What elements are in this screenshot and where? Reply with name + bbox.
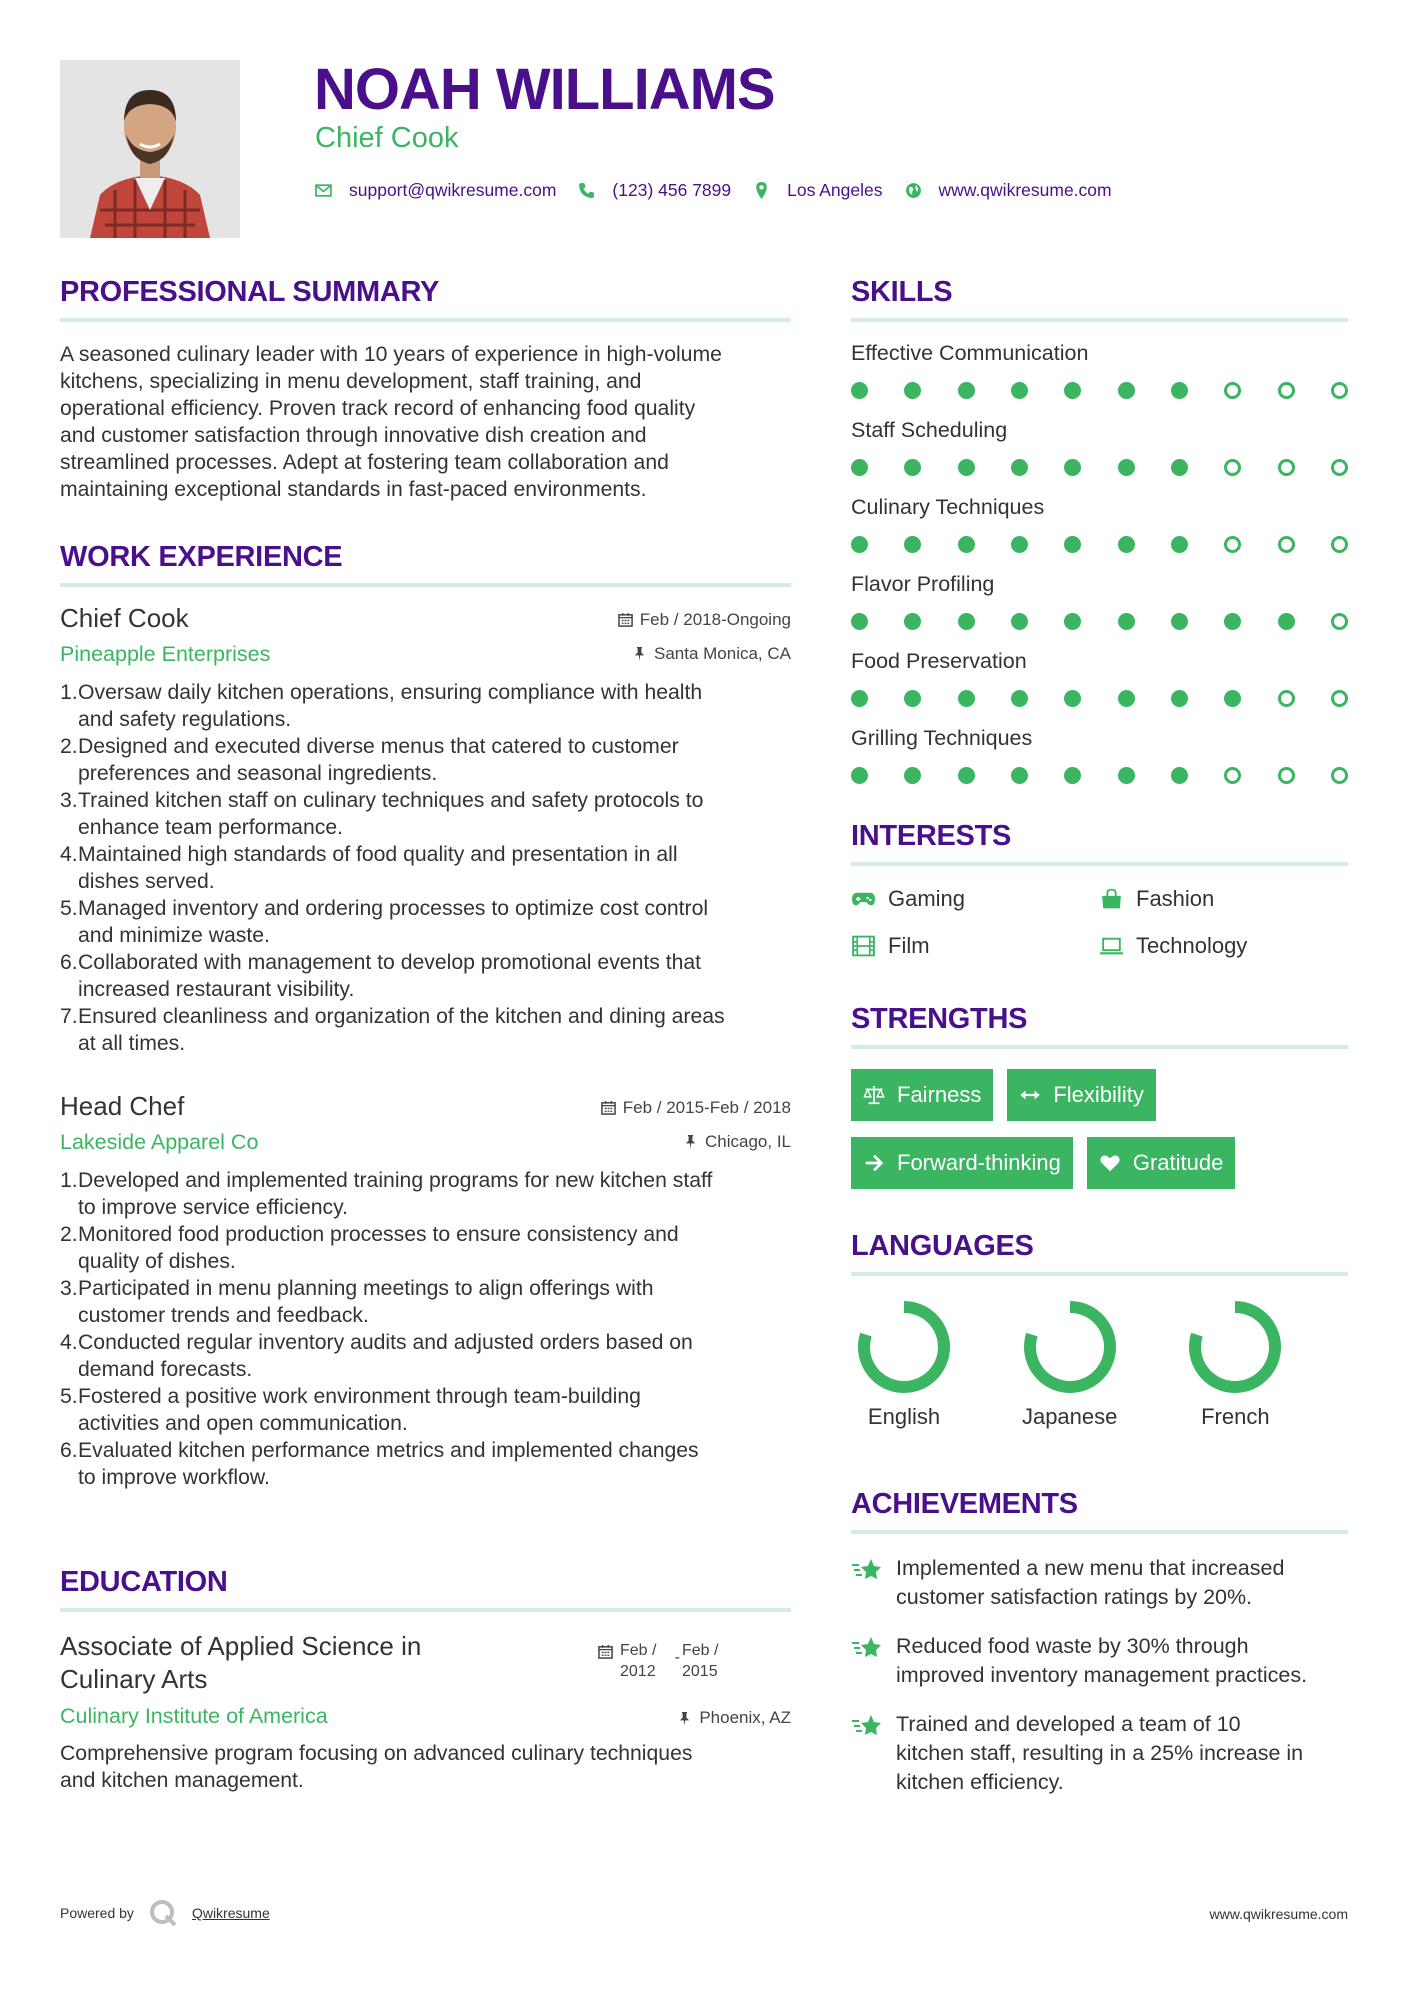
rating-dot-filled — [1118, 613, 1135, 630]
rating-dot-filled — [1118, 690, 1135, 707]
language-name: Japanese — [1021, 1404, 1118, 1429]
strength-label: Forward-thinking — [897, 1150, 1061, 1175]
bullet-line: customer trends and feedback. — [78, 1304, 369, 1327]
skill-item — [851, 341, 1348, 399]
contact-phone-text: (123) 456 7899 — [612, 179, 732, 200]
skill-name: Flavor Profiling — [851, 572, 995, 596]
rating-dot-filled — [851, 459, 868, 476]
rating-dot-filled — [1118, 382, 1135, 399]
rating-dot-empty — [1331, 382, 1348, 399]
skill-name: Culinary Techniques — [851, 495, 1045, 519]
bullet-number: 3. — [60, 1277, 78, 1300]
skill-name: Food Preservation — [851, 649, 1027, 673]
section-title: SKILLS — [851, 276, 1348, 322]
shooting-star-icon — [851, 1634, 883, 1662]
phone-icon — [578, 182, 595, 199]
rating-dot-empty — [1331, 690, 1348, 707]
skill-rating — [851, 690, 1348, 707]
rating-dot-filled — [1171, 690, 1188, 707]
rating-dot-filled — [1011, 767, 1028, 784]
rating-dot-empty — [1278, 536, 1295, 553]
description-line: Comprehensive program focusing on advanced culinary techniques — [60, 1742, 693, 1765]
proficiency-arc — [864, 1307, 944, 1387]
rating-dot-filled — [1011, 536, 1028, 553]
rating-dot-empty — [1224, 536, 1241, 553]
bullet-line: Managed inventory and ordering processes to optimize cost control — [78, 897, 709, 920]
bullet-line: and minimize waste. — [78, 924, 270, 947]
interest-item — [851, 886, 1099, 911]
rating-dot-filled — [1011, 690, 1028, 707]
achievement-text — [896, 1554, 1284, 1612]
pushpin-icon — [683, 1134, 698, 1149]
achievement-line: Implemented a new menu that increased — [896, 1556, 1285, 1580]
achievement-line: customer satisfaction ratings by 20%. — [896, 1585, 1253, 1609]
job-location-text: Chicago, IL — [705, 1131, 791, 1151]
description-line: and kitchen management. — [60, 1769, 304, 1792]
bullet-line: to improve service efficiency. — [78, 1196, 349, 1219]
calendar-icon — [618, 612, 633, 627]
list-item — [60, 1437, 791, 1491]
skill-item — [851, 649, 1348, 707]
map-pin-icon — [753, 182, 770, 199]
bullet-number: 5. — [60, 1385, 78, 1408]
rating-dot-empty — [1224, 767, 1241, 784]
rating-dot-filled — [1064, 382, 1081, 399]
rating-dot-empty — [1331, 459, 1348, 476]
work-experience-section — [60, 541, 791, 1491]
candidate-name: NOAH WILLIAMS — [314, 57, 775, 122]
envelope-icon — [315, 182, 332, 199]
skills-list — [851, 341, 1348, 784]
strength-label: Gratitude — [1132, 1150, 1224, 1175]
skill-name: Grilling Techniques — [851, 726, 1033, 750]
job-company: Lakeside Apparel Co — [60, 1130, 259, 1154]
school-name: Culinary Institute of America — [60, 1704, 328, 1728]
strength-chip — [1087, 1137, 1236, 1189]
education-location-text: Phoenix, AZ — [699, 1708, 791, 1727]
rating-dot-empty — [1278, 767, 1295, 784]
bullet-line: quality of dishes. — [78, 1250, 236, 1273]
interests-section — [851, 820, 1348, 958]
rating-dot-empty — [1278, 690, 1295, 707]
strength-chip — [851, 1069, 993, 1121]
section-title: INTERESTS — [851, 820, 1348, 866]
list-item — [60, 841, 791, 895]
language-proficiency-ring — [1188, 1300, 1282, 1394]
section-title: LANGUAGES — [851, 1230, 1348, 1276]
section-title: ACHIEVEMENTS — [851, 1488, 1348, 1534]
summary-line: and customer satisfaction through innovative dish creation and — [60, 424, 647, 447]
gamepad-icon — [851, 888, 876, 910]
job-location — [632, 644, 791, 664]
shopping-bag-icon — [1099, 888, 1124, 910]
proficiency-arc — [1195, 1307, 1275, 1387]
skill-rating — [851, 459, 1348, 476]
rating-dot-filled — [1224, 613, 1241, 630]
rating-dot-empty — [1224, 459, 1241, 476]
bullet-line: increased restaurant visibility. — [78, 978, 355, 1001]
job-dates-text: Feb / 2015-Feb / 2018 — [622, 1097, 791, 1117]
pushpin-icon — [677, 1711, 692, 1726]
bullet-number: 4. — [60, 1331, 78, 1354]
list-item — [60, 679, 791, 733]
education-end — [682, 1640, 730, 1682]
pushpin-icon — [632, 646, 647, 661]
rating-dot-filled — [1064, 690, 1081, 707]
bullet-line: Developed and implemented training programs for new kitchen staff — [78, 1169, 713, 1192]
bullet-line: Conducted regular inventory audits and adjusted orders based on — [78, 1331, 693, 1354]
qwikresume-logo-icon — [148, 1898, 178, 1928]
job-location-text: Santa Monica, CA — [653, 643, 791, 663]
interests-grid — [851, 886, 1348, 958]
strength-label: Fairness — [897, 1082, 982, 1107]
bullet-line: Evaluated kitchen performance metrics and implemented changes — [78, 1439, 699, 1462]
contact-email-text: support@qwikresume.com — [349, 179, 557, 200]
skill-item — [851, 418, 1348, 476]
bullet-line: Participated in menu planning meetings to align offerings with — [78, 1277, 654, 1300]
rating-dot-filled — [904, 459, 921, 476]
achievement-line: kitchen efficiency. — [896, 1770, 1064, 1794]
strength-label: Flexibility — [1053, 1082, 1144, 1107]
interest-label: Fashion — [1136, 885, 1215, 911]
rating-dot-filled — [1011, 382, 1028, 399]
profile-photo — [60, 60, 240, 238]
contact-location-text: Los Angeles — [787, 179, 883, 200]
summary-line: streamlined processes. Adept at fostering team collaboration and — [60, 451, 669, 474]
bullet-line: at all times. — [78, 1032, 186, 1055]
bullet-line: Monitored food production processes to ensure consistency and — [78, 1223, 679, 1246]
shooting-star-icon — [851, 1556, 883, 1584]
contact-website[interactable] — [905, 180, 1112, 201]
education-entry — [60, 1630, 791, 1790]
achievement-item — [851, 1710, 1348, 1797]
education-dates — [598, 1640, 730, 1682]
summary-line: operational efficiency. Proven track record of enhancing food quality — [60, 397, 696, 420]
rating-dot-filled — [1118, 459, 1135, 476]
job-company: Pineapple Enterprises — [60, 642, 271, 666]
bullet-line: Designed and executed diverse menus that catered to customer — [78, 735, 679, 758]
bullet-line: Collaborated with management to develop promotional events that — [78, 951, 702, 974]
strength-chip — [1007, 1069, 1155, 1121]
language-item — [1182, 1300, 1348, 1430]
rating-dot-filled — [851, 382, 868, 399]
bullet-number: 5. — [60, 897, 78, 920]
bullet-line: and safety regulations. — [78, 708, 292, 731]
achievements-section — [851, 1488, 1348, 1797]
achievement-text — [896, 1632, 1307, 1690]
skill-rating — [851, 382, 1348, 399]
rating-dot-filled — [958, 382, 975, 399]
rating-dot-filled — [904, 613, 921, 630]
date-part: 2012 — [620, 1663, 656, 1680]
job-location — [683, 1132, 791, 1152]
strengths-list — [851, 1069, 1348, 1205]
brand-link[interactable]: Qwikresume — [191, 1905, 270, 1921]
bullet-number: 2. — [60, 1223, 78, 1246]
rating-dot-filled — [1171, 767, 1188, 784]
skill-name: Effective Communication — [851, 341, 1089, 365]
footer-powered-by — [60, 1898, 270, 1928]
rating-dot-filled — [1171, 536, 1188, 553]
skill-item — [851, 495, 1348, 553]
interest-label: Film — [888, 932, 930, 958]
list-item — [60, 949, 791, 1003]
laptop-icon — [1099, 935, 1124, 957]
contact-phone[interactable] — [578, 180, 731, 201]
list-item — [60, 1003, 791, 1057]
job-entry — [60, 1091, 791, 1491]
language-item — [851, 1300, 1017, 1430]
job-bullets — [60, 1167, 791, 1491]
rating-dot-empty — [1331, 767, 1348, 784]
rating-dot-filled — [1118, 767, 1135, 784]
rating-dot-filled — [1171, 613, 1188, 630]
rating-dot-filled — [958, 767, 975, 784]
list-item — [60, 1167, 791, 1221]
language-name: French — [1201, 1404, 1270, 1429]
achievement-item — [851, 1632, 1348, 1690]
bullet-line: Oversaw daily kitchen operations, ensuring compliance with health — [78, 681, 703, 704]
degree-line: Culinary Arts — [60, 1664, 208, 1694]
section-title: EDUCATION — [60, 1566, 791, 1612]
education-description — [60, 1740, 692, 1794]
education-location — [677, 1708, 791, 1728]
rating-dot-filled — [1064, 536, 1081, 553]
rating-dot-filled — [851, 536, 868, 553]
list-item — [60, 1383, 791, 1437]
rating-dot-filled — [904, 690, 921, 707]
date-part: 2015 — [682, 1663, 718, 1680]
strength-chip — [851, 1137, 1073, 1189]
list-item — [60, 895, 791, 949]
list-item — [60, 733, 791, 787]
achievement-line: Trained and developed a team of 10 — [896, 1712, 1241, 1736]
bullet-line: Ensured cleanliness and organization of the kitchen and dining areas — [78, 1005, 725, 1028]
bullet-line: enhance team performance. — [78, 816, 343, 839]
list-item — [60, 1329, 791, 1383]
globe-icon — [905, 182, 922, 199]
footer-website[interactable]: www.qwikresume.com — [1209, 1906, 1348, 1922]
rating-dot-filled — [1011, 613, 1028, 630]
bullet-line: dishes served. — [78, 870, 215, 893]
interest-item — [851, 933, 1099, 958]
summary-line: maintaining exceptional standards in fast-paced environments. — [60, 478, 647, 501]
rating-dot-filled — [958, 613, 975, 630]
language-proficiency-ring — [1023, 1300, 1117, 1394]
contact-bar — [315, 178, 1134, 202]
rating-dot-filled — [958, 536, 975, 553]
date-part: Feb / — [682, 1642, 719, 1659]
language-item — [1017, 1300, 1183, 1430]
bullet-number: 6. — [60, 951, 78, 974]
interest-label: Technology — [1136, 932, 1248, 958]
rating-dot-empty — [1331, 536, 1348, 553]
contact-website-text: www.qwikresume.com — [938, 179, 1112, 200]
rating-dot-empty — [1278, 382, 1295, 399]
section-title: PROFESSIONAL SUMMARY — [60, 276, 791, 322]
bullet-line: demand forecasts. — [78, 1358, 253, 1381]
bullet-number: 2. — [60, 735, 78, 758]
rating-dot-filled — [1064, 767, 1081, 784]
bullet-number: 3. — [60, 789, 78, 812]
skill-rating — [851, 613, 1348, 630]
rating-dot-filled — [1118, 536, 1135, 553]
job-entry — [60, 603, 791, 1057]
candidate-title: Chief Cook — [315, 122, 459, 154]
skills-section — [851, 276, 1348, 784]
shooting-star-icon — [851, 1712, 883, 1740]
bullet-line: preferences and seasonal ingredients. — [78, 762, 438, 785]
rating-dot-empty — [1278, 459, 1295, 476]
calendar-icon — [598, 1644, 613, 1659]
language-proficiency-ring — [857, 1300, 951, 1394]
rating-dot-empty — [1331, 613, 1348, 630]
rating-dot-filled — [1064, 459, 1081, 476]
skill-item — [851, 726, 1348, 784]
bullet-line: Maintained high standards of food quality and presentation in all — [78, 843, 678, 866]
job-title: Chief Cook — [60, 603, 189, 633]
proficiency-arc — [1030, 1307, 1110, 1387]
rating-dot-filled — [958, 459, 975, 476]
job-dates — [618, 610, 791, 630]
section-title: STRENGTHS — [851, 1003, 1348, 1049]
contact-location — [753, 180, 882, 201]
date-separator: - — [674, 1649, 680, 1666]
list-item — [60, 787, 791, 841]
education-section — [60, 1566, 791, 1790]
section-title: WORK EXPERIENCE — [60, 541, 791, 587]
interest-label: Gaming — [888, 885, 966, 911]
summary-line: kitchens, specializing in menu development, staff training, and — [60, 370, 642, 393]
achievement-line: improved inventory management practices. — [896, 1663, 1308, 1687]
degree-line: Associate of Applied Science in — [60, 1631, 422, 1661]
rating-dot-filled — [904, 382, 921, 399]
skill-item — [851, 572, 1348, 630]
rating-dot-filled — [904, 767, 921, 784]
languages-section — [851, 1230, 1348, 1430]
bullet-number: 4. — [60, 843, 78, 866]
bullet-line: Trained kitchen staff on culinary techniques and safety protocols to — [78, 789, 704, 812]
rating-dot-filled — [851, 690, 868, 707]
job-bullets — [60, 679, 791, 1057]
rating-dot-filled — [1064, 613, 1081, 630]
rating-dot-filled — [1224, 690, 1241, 707]
rating-dot-filled — [1171, 382, 1188, 399]
rating-dot-empty — [1224, 382, 1241, 399]
balance-scale-icon — [863, 1084, 885, 1106]
bullet-line: activities and open communication. — [78, 1412, 408, 1435]
languages-list — [851, 1300, 1348, 1430]
job-dates-text: Feb / 2018-Ongoing — [639, 609, 791, 629]
rating-dot-filled — [958, 690, 975, 707]
bullet-line: to improve workflow. — [78, 1466, 270, 1489]
rating-dot-filled — [1278, 613, 1295, 630]
contact-email[interactable] — [315, 180, 556, 201]
bullet-number: 6. — [60, 1439, 78, 1462]
rating-dot-filled — [1011, 459, 1028, 476]
achievement-line: kitchen staff, resulting in a 25% increase in — [896, 1741, 1304, 1765]
bullet-line: Fostered a positive work environment through team-building — [78, 1385, 641, 1408]
powered-by-text: Powered by — [60, 1905, 134, 1921]
education-start — [620, 1640, 668, 1682]
arrows-horizontal-icon — [1019, 1084, 1041, 1106]
professional-summary-section — [60, 276, 791, 503]
job-title: Head Chef — [60, 1091, 185, 1121]
language-name: English — [867, 1404, 941, 1429]
summary-line: A seasoned culinary leader with 10 years of experience in high-volume — [60, 343, 722, 366]
achievements-list — [851, 1554, 1348, 1797]
rating-dot-filled — [851, 767, 868, 784]
interest-item — [1099, 933, 1348, 958]
list-item — [60, 1275, 791, 1329]
job-dates — [601, 1098, 791, 1118]
skill-name: Staff Scheduling — [851, 418, 1008, 442]
achievement-item — [851, 1554, 1348, 1612]
rating-dot-filled — [904, 536, 921, 553]
heart-icon — [1099, 1152, 1121, 1174]
bullet-number: 7. — [60, 1005, 78, 1028]
degree-title — [60, 1630, 421, 1696]
date-part: Feb / — [620, 1642, 657, 1659]
list-item — [60, 1221, 791, 1275]
skill-rating — [851, 767, 1348, 784]
rating-dot-filled — [1171, 459, 1188, 476]
rating-dot-filled — [851, 613, 868, 630]
film-icon — [851, 935, 876, 957]
strengths-section — [851, 1003, 1348, 1205]
bullet-number: 1. — [60, 1169, 78, 1192]
calendar-icon — [601, 1100, 616, 1115]
summary-text — [60, 341, 791, 503]
interest-item — [1099, 886, 1348, 911]
arrow-right-icon — [863, 1152, 885, 1174]
achievement-line: Reduced food waste by 30% through — [896, 1634, 1249, 1658]
achievement-text — [896, 1710, 1303, 1797]
skill-rating — [851, 536, 1348, 553]
bullet-number: 1. — [60, 681, 78, 704]
